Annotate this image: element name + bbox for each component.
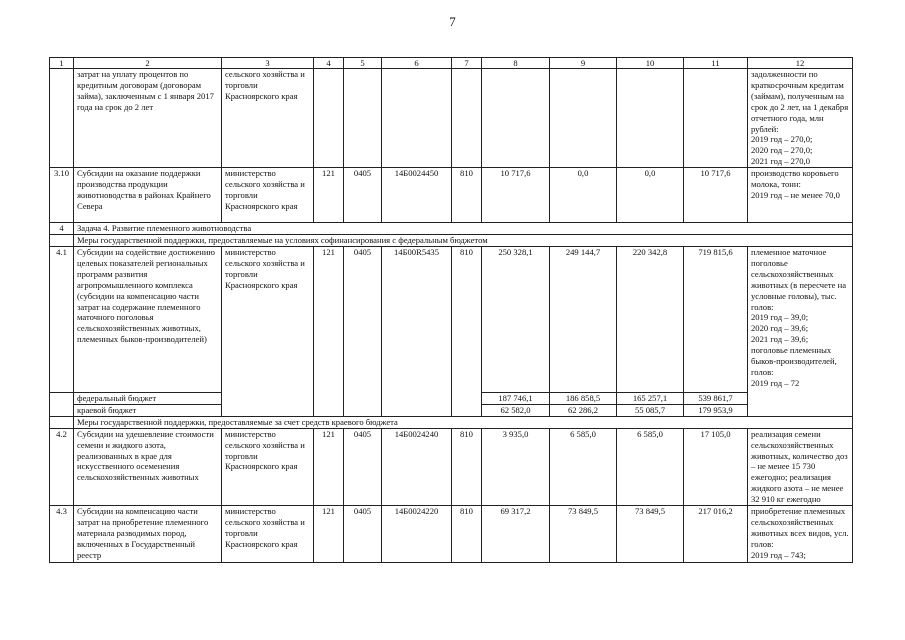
grbs-code: 121	[314, 506, 344, 563]
header-cell: 9	[550, 58, 617, 69]
measure-name: затрат на уплату процентов по кредитным договорам (договорам займа), заключенным с 1 января 2017 года на срок до 2 лет	[74, 69, 222, 168]
program-measures-table	[49, 57, 853, 563]
amount-2021: 55 085,7	[617, 404, 684, 416]
amount-2020: 249 144,7	[550, 246, 617, 392]
task-title: Задача 4. Развитие племенного животноводства	[74, 223, 853, 235]
task-4-row	[50, 223, 853, 235]
responsible-executor: министерство сельского хозяйства и торговли Красноярского края	[222, 506, 314, 563]
amount-2021: 220 342,8	[617, 246, 684, 392]
amount-2019: 69 317,2	[482, 506, 550, 563]
section-code: 0405	[344, 246, 382, 416]
header-cell: 1	[50, 58, 74, 69]
amount-2020: 6 585,0	[550, 428, 617, 505]
header-cell: 2	[74, 58, 222, 69]
column-number-row	[50, 58, 853, 69]
amount-2019: 187 746,1	[482, 392, 550, 404]
budget-label: краевой бюджет	[74, 404, 222, 416]
grbs-code: 121	[314, 428, 344, 505]
measure-name: Субсидии на оказание поддержки производства продукции животноводства в районах Крайнего Севера	[74, 168, 222, 223]
target-article-code: 14Б0024450	[382, 168, 452, 223]
amount-2021: 73 849,5	[617, 506, 684, 563]
amount-total: 17 105,0	[684, 428, 748, 505]
section-title: Меры государственной поддержки, предоставляемые за счет средств краевого бюджета	[74, 416, 853, 428]
table-row-continuation	[50, 69, 853, 168]
amount-2020: 0,0	[550, 168, 617, 223]
expected-result: производство коровьего молока, тонн: 2019 год – не менее 70,0	[748, 168, 853, 223]
measure-name: Субсидии на компенсацию части затрат на приобретение племенного материала разводимых пород, включенных в Государственный реестр	[74, 506, 222, 563]
amount-total: 719 815,6	[684, 246, 748, 392]
measures-regional-row	[50, 416, 853, 428]
header-cell: 8	[482, 58, 550, 69]
target-article-code: 14Б00R5435	[382, 246, 452, 416]
measures-federal-row	[50, 235, 853, 247]
amount-total: 10 717,6	[684, 168, 748, 223]
amount-2019: 250 328,1	[482, 246, 550, 392]
page-number: 7	[449, 14, 456, 29]
section-title: Меры государственной поддержки, предоставляемые на условиях софинансирования с федеральным бюджетом	[74, 235, 853, 247]
expected-result: приобретение племенных сельскохозяйственных животных всех видов, усл. голов: 2019 год – 743;	[748, 506, 853, 563]
expense-type-code: 810	[452, 428, 482, 505]
section-code: 0405	[344, 168, 382, 223]
amount-2021: 0,0	[617, 168, 684, 223]
responsible-executor: сельского хозяйства и торговли Красноярского края	[222, 69, 314, 168]
header-cell: 12	[748, 58, 853, 69]
amount-2020: 186 858,5	[550, 392, 617, 404]
amount-2021: 165 257,1	[617, 392, 684, 404]
header-cell: 6	[382, 58, 452, 69]
expected-result: племенное маточное поголовье сельскохозяйственных животных (в пересчете на условные головы), тыс. голов: 2019 год – 39,0; 2020 год – 39,6; 2021 год – 39,6; поголовье племенных быков-производителей, голов: 2019 год – 72	[748, 246, 853, 416]
expense-type-code: 810	[452, 246, 482, 416]
responsible-executor: министерство сельского хозяйства и торговли Красноярского края	[222, 428, 314, 505]
measure-name: Субсидии на содействие достижению целевых показателей региональных программ развития агропромышленного комплекса (субсидии на компенсацию части затрат на содержание племенного маточного поголовья сельскохозяйственных животных, племенных быков-производителей)	[74, 246, 222, 392]
amount-total: 539 861,7	[684, 392, 748, 404]
expected-result: задолженности по краткосрочным кредитам (займам), полученным на срок до 2 лет, на 1 декабря отчетного года, млн рублей: 2019 год – 270,0; 2020 год – 270,0; 2021 год – 270,0	[748, 69, 853, 168]
header-cell: 3	[222, 58, 314, 69]
header-cell: 4	[314, 58, 344, 69]
expense-type-code: 810	[452, 168, 482, 223]
row-number: 4.1	[50, 246, 74, 392]
row-number: 4.2	[50, 428, 74, 505]
amount-2021: 6 585,0	[617, 428, 684, 505]
amount-2020: 62 286,2	[550, 404, 617, 416]
grbs-code: 121	[314, 246, 344, 416]
amount-total: 179 953,9	[684, 404, 748, 416]
section-code: 0405	[344, 506, 382, 563]
row-number: 4	[50, 223, 74, 235]
amount-total: 217 016,2	[684, 506, 748, 563]
amount-2020: 73 849,5	[550, 506, 617, 563]
row-number: 4.3	[50, 506, 74, 563]
amount-2019: 62 582,0	[482, 404, 550, 416]
amount-2019: 3 935,0	[482, 428, 550, 505]
row-number: 3.10	[50, 168, 74, 223]
header-cell: 10	[617, 58, 684, 69]
target-article-code: 14Б0024240	[382, 428, 452, 505]
section-code: 0405	[344, 428, 382, 505]
expense-type-code: 810	[452, 506, 482, 563]
header-cell: 7	[452, 58, 482, 69]
table-row-4-3	[50, 506, 853, 563]
grbs-code: 121	[314, 168, 344, 223]
responsible-executor: министерство сельского хозяйства и торговли Красноярского края	[222, 246, 314, 416]
header-cell: 5	[344, 58, 382, 69]
header-cell: 11	[684, 58, 748, 69]
expected-result: реализация семени сельскохозяйственных животных, количество доз – не менее 15 730 ежегодно; реализация жидкого азота – не менее 32 910 кг ежегодно	[748, 428, 853, 505]
amount-2019: 10 717,6	[482, 168, 550, 223]
table-row-4-1	[50, 246, 853, 392]
table-row-4-2	[50, 428, 853, 505]
budget-label: федеральный бюджет	[74, 392, 222, 404]
target-article-code: 14Б0024220	[382, 506, 452, 563]
measure-name: Субсидии на удешевление стоимости семени и жидкого азота, реализованных в крае для искусственного осеменения сельскохозяйственных животных	[74, 428, 222, 505]
responsible-executor: министерство сельского хозяйства и торговли Красноярского края	[222, 168, 314, 223]
table-row-3-10	[50, 168, 853, 223]
